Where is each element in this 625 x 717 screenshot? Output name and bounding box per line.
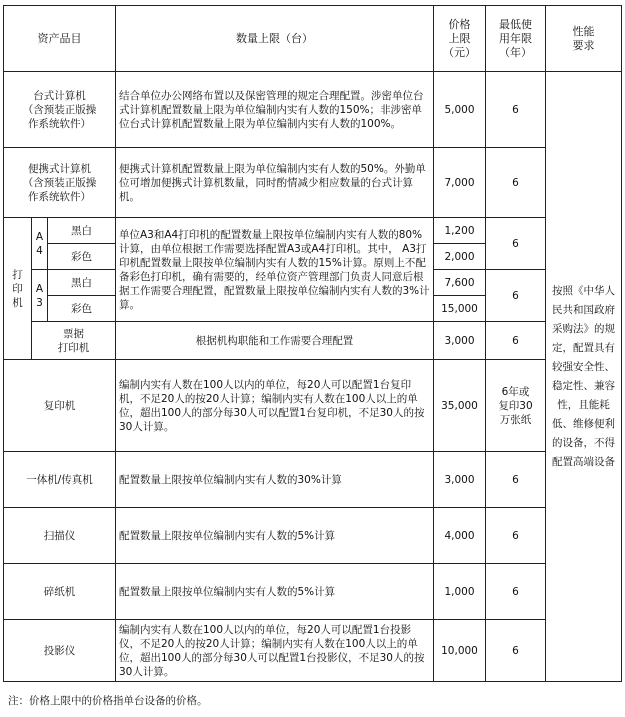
- printer-a4-label: A 4: [32, 218, 48, 270]
- copier-quantity: 编制内实有人数在100人以内的单位，每20人可以配置1台复印机，不足20人的按20人计算；编制内实有人数在100人以上的单位，超出100人的部分每30人可以配置1台复印机，不足30人的按30人计算。: [116, 360, 434, 452]
- header-quantity-limit: 数量上限（台）: [116, 6, 434, 72]
- asset-allocation-table: [3, 5, 622, 682]
- projector-price: 10,000: [434, 620, 486, 682]
- ticket-printer-quantity: 根据机构职能和工作需要合理配置: [116, 322, 434, 360]
- mfp-name: 一体机/传真机: [4, 452, 116, 508]
- footnote: 注：价格上限中的价格指单台设备的价格。: [8, 695, 208, 707]
- shredder-years: 6: [486, 564, 546, 620]
- printer-a3-color-price: 15,000: [434, 296, 486, 322]
- table-row-ticket-printer: [4, 322, 622, 360]
- scanner-quantity: 配置数量上限按单位编制内实有人数的5%计算: [116, 508, 434, 564]
- projector-years: 6: [486, 620, 546, 682]
- ticket-printer-years: 6: [486, 322, 546, 360]
- desktop-price: 5,000: [434, 72, 486, 148]
- shredder-quantity: 配置数量上限按单位编制内实有人数的5%计算: [116, 564, 434, 620]
- printer-a3-color: 彩色: [48, 296, 116, 322]
- scanner-price: 4,000: [434, 508, 486, 564]
- laptop-price: 7,000: [434, 148, 486, 218]
- table-row-scanner: [4, 508, 622, 564]
- laptop-name: 便携式计算机 （含预装正版操 作系统软件）: [4, 148, 116, 218]
- printer-a4-years: 6: [486, 218, 546, 270]
- shredder-price: 1,000: [434, 564, 486, 620]
- mfp-price: 3,000: [434, 452, 486, 508]
- header-category: 资产品目: [4, 6, 116, 72]
- shredder-name: 碎纸机: [4, 564, 116, 620]
- copier-years: 6年或 复印30 万张纸: [486, 360, 546, 452]
- header-price-limit: 价格 上限 （元）: [434, 6, 486, 72]
- scanner-years: 6: [486, 508, 546, 564]
- projector-name: 投影仪: [4, 620, 116, 682]
- header-min-years: 最低使 用年限 （年）: [486, 6, 546, 72]
- laptop-quantity: 便携式计算机配置数量上限为单位编制内实有人数的50%。外勤单位可增加便携式计算机数量，同时酌情减少相应数量的台式计算机。: [116, 148, 434, 218]
- table-row-mfp: [4, 452, 622, 508]
- copier-name: 复印机: [4, 360, 116, 452]
- printer-a4-color: 彩色: [48, 244, 116, 270]
- header-row: [4, 6, 622, 72]
- scanner-name: 扫描仪: [4, 508, 116, 564]
- printer-a3-years: 6: [486, 270, 546, 322]
- laptop-years: 6: [486, 148, 546, 218]
- table-row-projector: [4, 620, 622, 682]
- printer-name: 打 印 机: [4, 218, 32, 360]
- table-row-copier: [4, 360, 622, 452]
- desktop-name: 台式计算机 （含预装正版操 作系统软件）: [4, 72, 116, 148]
- projector-quantity: 编制内实有人数在100人以内的单位，每20人可以配置1台投影仪，不足20人的按20人计算；编制内实有人数在100人以上的单位，超出100人的部分每30人可以配置1台投影仪，不足30人的按30人计算。: [116, 620, 434, 682]
- desktop-years: 6: [486, 72, 546, 148]
- table-row-laptop: [4, 148, 622, 218]
- ticket-printer-price: 3,000: [434, 322, 486, 360]
- printer-a4-color-price: 2,000: [434, 244, 486, 270]
- mfp-quantity: 配置数量上限按单位编制内实有人数的30%计算: [116, 452, 434, 508]
- table-row-desktop: [4, 72, 622, 148]
- table-row-shredder: [4, 564, 622, 620]
- header-performance: 性能 要求: [546, 6, 622, 72]
- ticket-printer-name: 票据 打印机: [32, 322, 116, 360]
- performance-requirement: 按照《中华人民共和国政府采购法》的规定，配置具有较强安全性、稳定性、兼容性，且能耗低、维修便利的设备，不得配置高端设备: [546, 72, 622, 682]
- printer-a3-label: A 3: [32, 270, 48, 322]
- copier-price: 35,000: [434, 360, 486, 452]
- printer-quantity: 单位A3和A4打印机的配置数量上限按单位编制内实有人数的80%计算，由单位根据工作需要选择配置A3或A4打印机。其中， A3打印机配置数量上限按单位编制内实有人数的15%计算。原则上不配备彩色打印机，确有需要的，经单位资产管理部门负责人同意后根据工作需要合理配置，配置数量上限按单位编制内实有人数的3%计算。: [116, 218, 434, 322]
- table-row-printer-a4-bw: [4, 218, 622, 244]
- printer-a3-bw: 黑白: [48, 270, 116, 296]
- printer-a3-bw-price: 7,600: [434, 270, 486, 296]
- mfp-years: 6: [486, 452, 546, 508]
- printer-a4-bw-price: 1,200: [434, 218, 486, 244]
- desktop-quantity: 结合单位办公网络布置以及保密管理的规定合理配置。涉密单位台式计算机配置数量上限为单位编制内实有人数的150%；非涉密单位台式计算机配置数量上限为单位编制内实有人数的100%。: [116, 72, 434, 148]
- printer-a4-bw: 黑白: [48, 218, 116, 244]
